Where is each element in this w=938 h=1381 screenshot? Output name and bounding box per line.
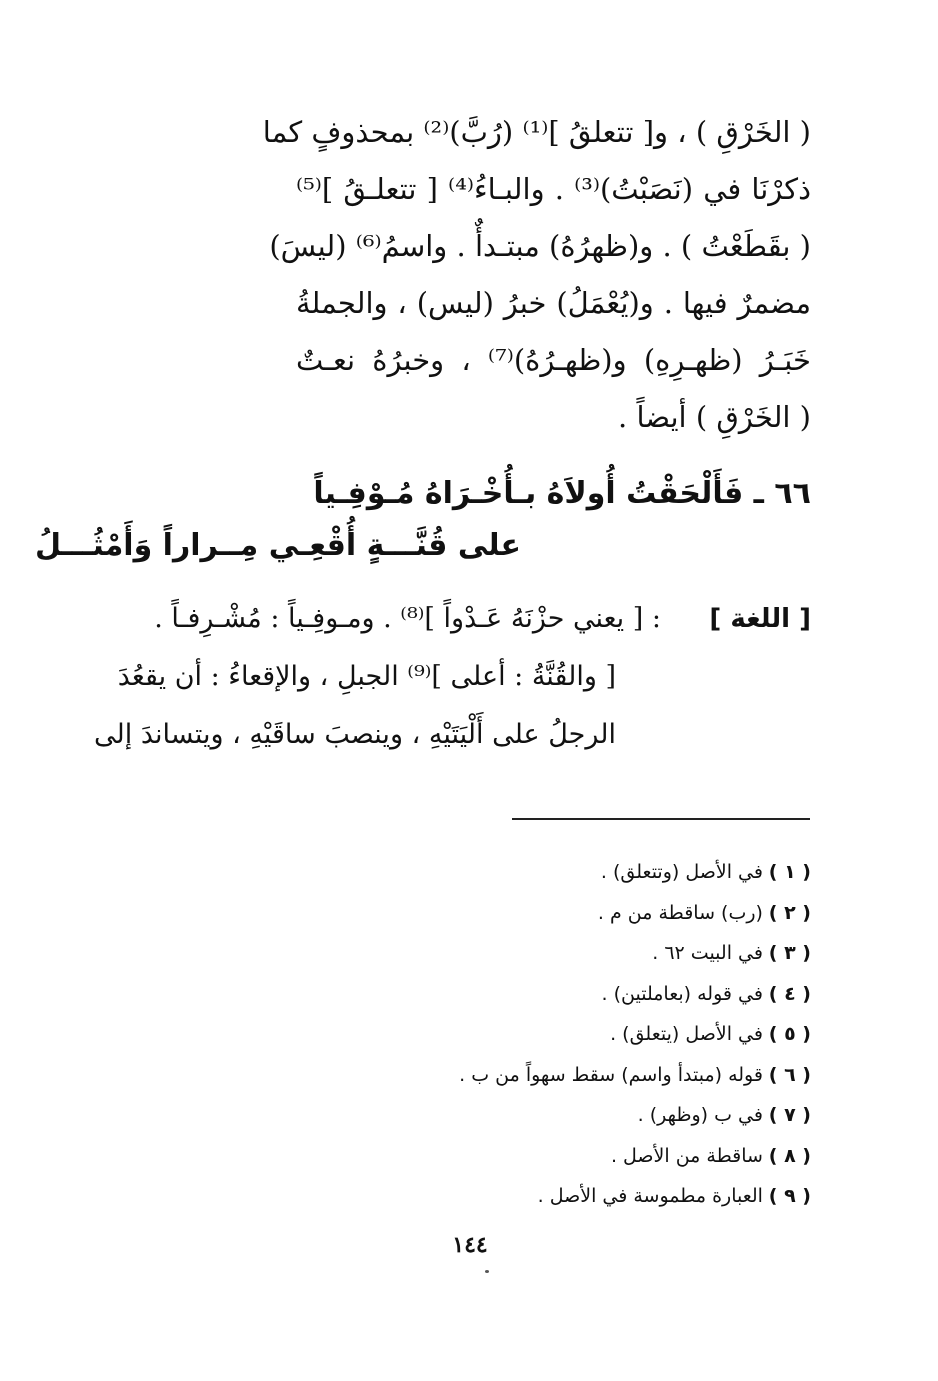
footnote-item [311, 852, 811, 893]
language-section [94, 590, 811, 770]
footnote-text: في ب (وظهر) . [637, 1104, 763, 1126]
footnote-item [311, 1136, 811, 1177]
paragraph-line: ذكرْنَا في (نَصَبْتُ)⁽³⁾ . والبـاءُ⁽⁴⁾ [ تتعلـقُ ]⁽⁵⁾ [296, 172, 811, 206]
footnote-text: في الأصل (يتعلق) . [610, 1023, 763, 1045]
footnote-item [311, 1014, 811, 1055]
footnote-number: ( ٥ ) [768, 1023, 811, 1045]
paragraph-line: ( بقَطَعْتُ ) . و(ظهرُهُ) مبتـدأٌ . واسمُ⁽⁶⁾ (ليسَ) [269, 229, 811, 263]
paragraph-line: خَبَـرُ (ظهـرِهِ) و(ظهـرُهُ)⁽⁷⁾ ، وخبرُهُ نعـتٌ [296, 343, 811, 377]
footnote-text: في البيت ٦٢ . [652, 942, 763, 964]
verse-first-hemistich: ٦٦ ـ فَأَلْحَقْتُ أُولاَهُ بـأُخْـرَاهُ مُـوْفِـياً [313, 476, 811, 511]
page-number: ١٤٤ [452, 1232, 488, 1258]
footnote-text: العبارة مطموسة في الأصل . [537, 1185, 763, 1207]
footnote-text: ساقطة من الأصل . [610, 1144, 763, 1167]
footnote-item [311, 974, 811, 1015]
language-line: [ والقُنَّةُ : أعلى ]⁽⁹⁾ الجبلِ ، والإقعاءُ : أن يقعُدَ [117, 661, 616, 692]
footnote-number: ( ٦ ) [768, 1063, 811, 1086]
footnote-number: ( ٣ ) [768, 942, 811, 964]
footnote-number: ( ٩ ) [768, 1185, 811, 1207]
footnote-number: ( ٤ ) [768, 982, 811, 1005]
footnote-text: في قوله (بعاملتين) . [601, 982, 763, 1005]
poem-verse [34, 468, 811, 572]
paragraph-line: ( الخَرْقِ ) أيضاً . [618, 400, 811, 434]
footnote-number: ( ٧ ) [768, 1104, 811, 1126]
commentary-paragraph [262, 104, 811, 446]
paragraph-line: ( الخَرْقِ ) ، و[ تتعلقُ ]⁽¹⁾ (رُبَّ)⁽²⁾ بمحذوفٍ كما [262, 115, 811, 149]
verse-second-hemistich: على قُنَّـــةٍ أُقْعِـي مِــراراً وَأَمْثُـــلُ [34, 528, 521, 563]
footnote-item [311, 1095, 811, 1136]
footnote-item [311, 1055, 811, 1096]
language-line: : [ يعني حزْنَهُ عَـدْواً ]⁽⁸⁾ . ومـوفِـياً : مُشْـرِفـاً . [154, 603, 661, 634]
footnote-text: قوله (مبتدأ واسم) سقط سهواً من ب . [459, 1063, 763, 1086]
footnote-number: ( ١ ) [768, 861, 811, 883]
footnote-item [311, 933, 811, 974]
language-line: الرجلُ على أَلْيَتَيْهِ ، وينصبَ ساقَيْهِ ، ويتساندَ إلى [94, 719, 616, 750]
footnote-number: ( ٢ ) [768, 901, 811, 924]
footnote-item [311, 1176, 811, 1217]
footnote-text: (رب) ساقطة من م . [597, 901, 763, 924]
footnotes-list [311, 852, 811, 1217]
language-heading: [ اللغة ] [709, 604, 811, 634]
footnote-text: في الأصل (وتتعلق) . [600, 861, 763, 883]
footnote-divider [512, 818, 810, 820]
footnote-item [311, 893, 811, 934]
scan-speck [485, 1270, 489, 1273]
footnote-number: ( ٨ ) [768, 1144, 811, 1167]
paragraph-line: مضمرٌ فيها . و(يُعْمَلُ) خبرُ (ليس) ، والجملةُ [296, 286, 811, 320]
